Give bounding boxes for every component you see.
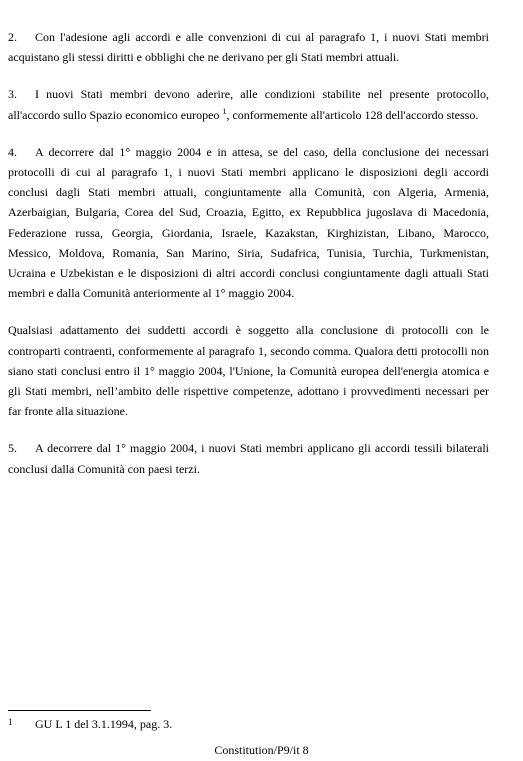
footnote bbox=[8, 714, 172, 732]
paragraph-number: 2. bbox=[8, 30, 17, 44]
paragraph-text: Qualsiasi adattamento dei suddetti accordi è soggetto alla conclusione di protocolli con le controparti contraenti, conformemente al paragrafo 1, secondo comma. Qualora detti protocolli non siano stati conclusi entro il 1° maggio 2004, l'Unione, la Comunità europea dell'energia atomica e gli Stati membri, nell’ambito delle rispettive competenze, adottano i provvedimenti necessari per far fronte alla situazione. bbox=[8, 323, 489, 419]
footnote-text: GU L 1 del 3.1.1994, pag. 3. bbox=[35, 717, 173, 731]
page-footer: Constitution/P9/it 8 bbox=[214, 743, 309, 757]
paragraph-2 bbox=[8, 27, 489, 67]
paragraph-number: 3. bbox=[8, 87, 17, 102]
paragraph-text: A decorrere dal 1° maggio 2004, i nuovi Stati membri applicano gli accordi tessili bilaterali conclusi dalla Comunità con paesi terzi. bbox=[8, 441, 489, 476]
paragraph-4-continuation bbox=[8, 320, 489, 421]
paragraph-4 bbox=[8, 142, 489, 304]
footnote-mark: 1 bbox=[8, 717, 13, 727]
paragraph-text: Con l'adesione agli accordi e alle convenzioni di cui al paragrafo 1, i nuovi Stati membri acquistano gli stessi diritti e obblighi che ne derivano per gli Stati membri attuali. bbox=[8, 30, 489, 65]
paragraph-text: A decorrere dal 1° maggio 2004 e in attesa, se del caso, della conclusione dei necessari protocolli di cui al paragrafo 1, i nuovi Stati membri applicano le disposizioni degli accordi conclusi dagli Stati membri attuali, congiuntamente alla Comunità, con Algeria, Armenia, Azerbaigian, Bulgaria, Corea del Sud, Croazia, Egitto, ex Repubblica jugoslava di Macedonia, Federazione russa, Georgia, Giordania, Israele, Kazakstan, Kirghizistan, Libano, Marocco, Messico, Moldova, Romania, San Marino, Siria, Sudafrica, Tunisia, Turchia, Turkmenistan, Ucraina e Uzbekistan e le disposizioni di altri accordi conclusi congiuntamente dagli attuali Stati membri e dalla Comunità anteriormente al 1° maggio 2004. bbox=[8, 144, 489, 301]
paragraph-text-continued: , conformemente all'articolo 128 dell'accordo stesso. bbox=[226, 107, 479, 122]
footnote-reference[interactable]: 1 bbox=[222, 106, 227, 116]
paragraph-text: I nuovi Stati membri devono aderire, alle condizioni stabilite nel presente protocollo, all'accordo sullo Spazio economico europeo bbox=[8, 87, 489, 122]
document-body bbox=[8, 27, 489, 496]
paragraph-number: 5. bbox=[8, 441, 17, 456]
paragraph-5 bbox=[8, 438, 489, 478]
paragraph-number: 4. bbox=[8, 144, 17, 159]
paragraph-3 bbox=[8, 84, 489, 124]
footnote-separator bbox=[8, 710, 151, 711]
